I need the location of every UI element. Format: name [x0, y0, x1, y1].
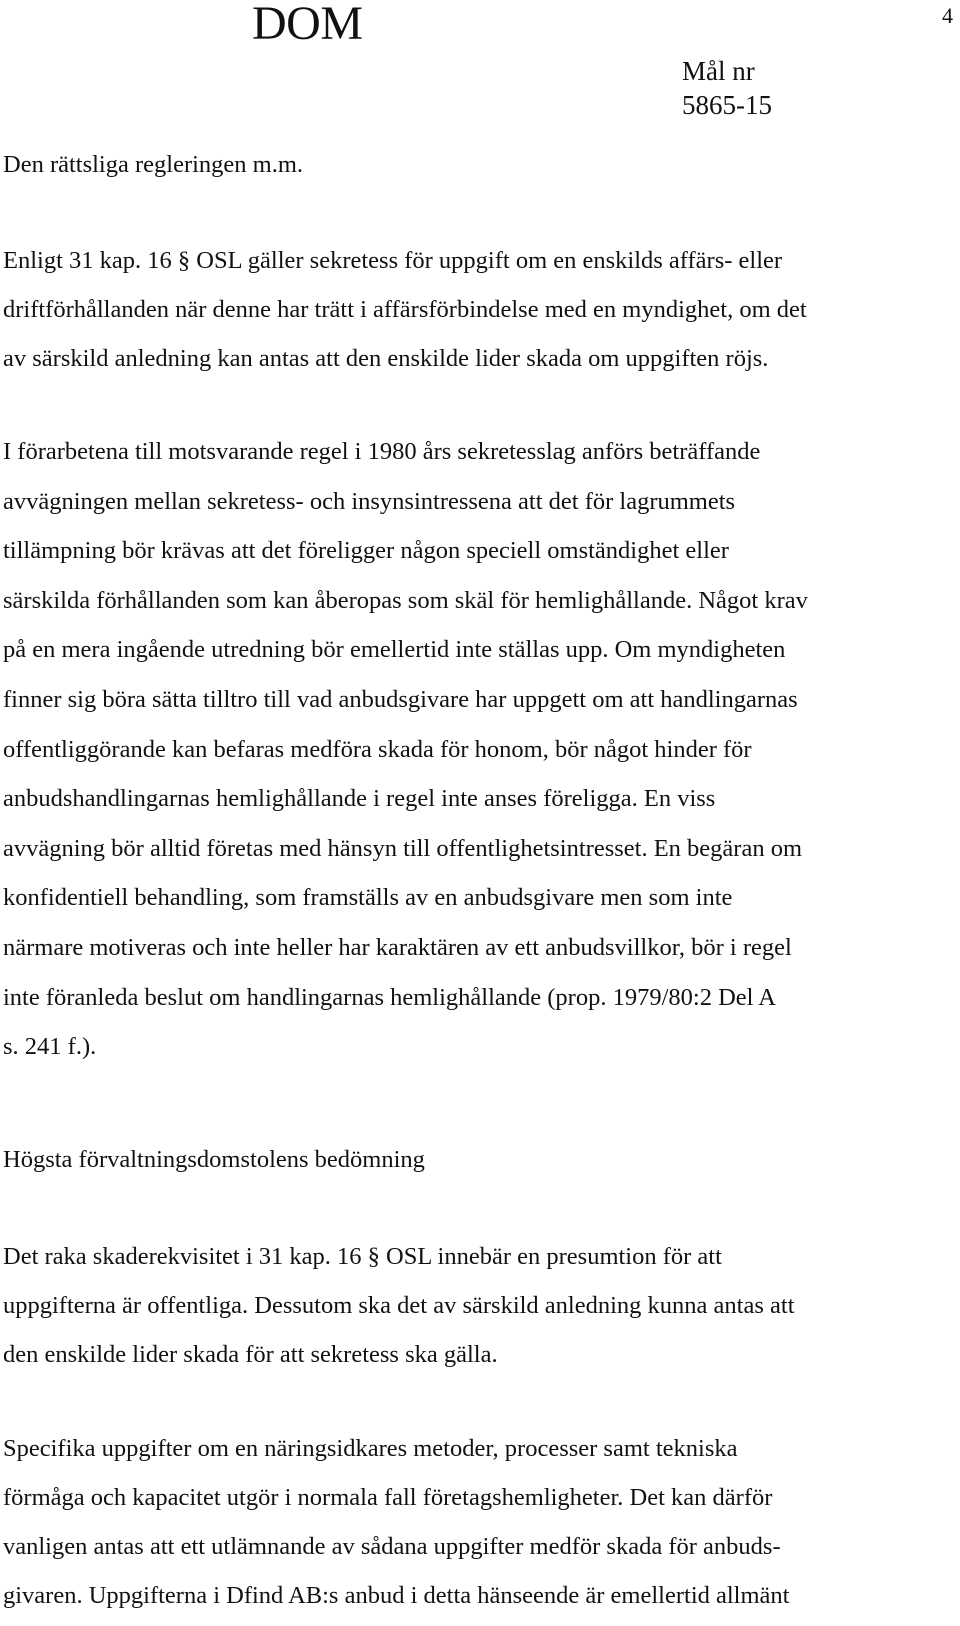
text-line: avvägningen mellan sekretess- och insynsintressena att det för lagrummets: [3, 487, 736, 515]
text-line: förmåga och kapacitet utgör i normala fall företagshemligheter. Det kan därför: [3, 1484, 773, 1511]
text-line: konfidentiell behandling, som framställs av en anbudsgivare men som inte: [3, 884, 733, 912]
text-line: finner sig böra sätta tilltro till vad anbudsgivare har uppgett om att handlingarnas: [3, 685, 798, 713]
text-line: givaren. Uppgifterna i Dfind AB:s anbud i detta hänseende är emellertid allmänt: [3, 1582, 790, 1609]
paragraph: [3, 236, 807, 383]
page-number: 4: [942, 3, 953, 28]
text-line: inte föranleda beslut om handlingarnas hemlighållande (prop. 1979/80:2 Del A: [3, 983, 776, 1011]
text-line: s. 241 f.).: [3, 1033, 97, 1061]
section-heading-legal-regulation: Den rättsliga regleringen m.m.: [3, 151, 304, 178]
text-line: offentliggörande kan befaras medföra skada för honom, bör något hinder för: [3, 735, 752, 763]
paragraph: [3, 427, 808, 1072]
text-line: vanligen antas att ett utlämnande av sådana uppgifter medför skada för anbuds-: [3, 1533, 781, 1560]
text-line: den enskilde lider skada för att sekretess ska gälla.: [3, 1341, 498, 1368]
text-line: av särskild anledning kan antas att den enskilde lider skada om uppgiften röjs.: [3, 345, 769, 372]
paragraph: [3, 1424, 789, 1620]
text-line: driftförhållanden när denne har trätt i affärsförbindelse med en myndighet, om det: [3, 296, 807, 323]
text-line: I förarbetena till motsvarande regel i 1980 års sekretesslag anförs beträffande: [3, 438, 761, 465]
text-line: Specifika uppgifter om en näringsidkares metoder, processer samt tekniska: [3, 1435, 738, 1462]
text-line: närmare motiveras och inte heller har karaktären av ett anbudsvillkor, bör i regel: [3, 933, 792, 961]
text-line: uppgifterna är offentliga. Dessutom ska det av särskild anledning kunna antas att: [3, 1292, 795, 1319]
document-title: DOM: [252, 0, 363, 50]
text-line: anbudshandlingarnas hemlighållande i regel inte anses föreligga. En viss: [3, 785, 716, 813]
case-number-label: Mål nr: [682, 56, 755, 86]
text-line: Enligt 31 kap. 16 § OSL gäller sekretess för uppgift om en enskilds affärs- eller: [3, 247, 783, 274]
text-line: Det raka skaderekvisitet i 31 kap. 16 § OSL innebär en presumtion för att: [3, 1243, 722, 1270]
text-line: avvägning bör alltid företas med hänsyn till offentlighetsintresset. En begäran om: [3, 834, 803, 862]
paragraph: [3, 1232, 795, 1379]
case-number: 5865-15: [682, 90, 772, 120]
section-heading-court-assessment: Högsta förvaltningsdomstolens bedömning: [3, 1146, 425, 1173]
text-line: på en mera ingående utredning bör emellertid inte ställas upp. Om myndigheten: [3, 636, 786, 664]
text-line: tillämpning bör krävas att det föreligger någon speciell omständighet eller: [3, 537, 729, 565]
text-line: särskilda förhållanden som kan åberopas som skäl för hemlighållande. Något krav: [3, 586, 808, 614]
